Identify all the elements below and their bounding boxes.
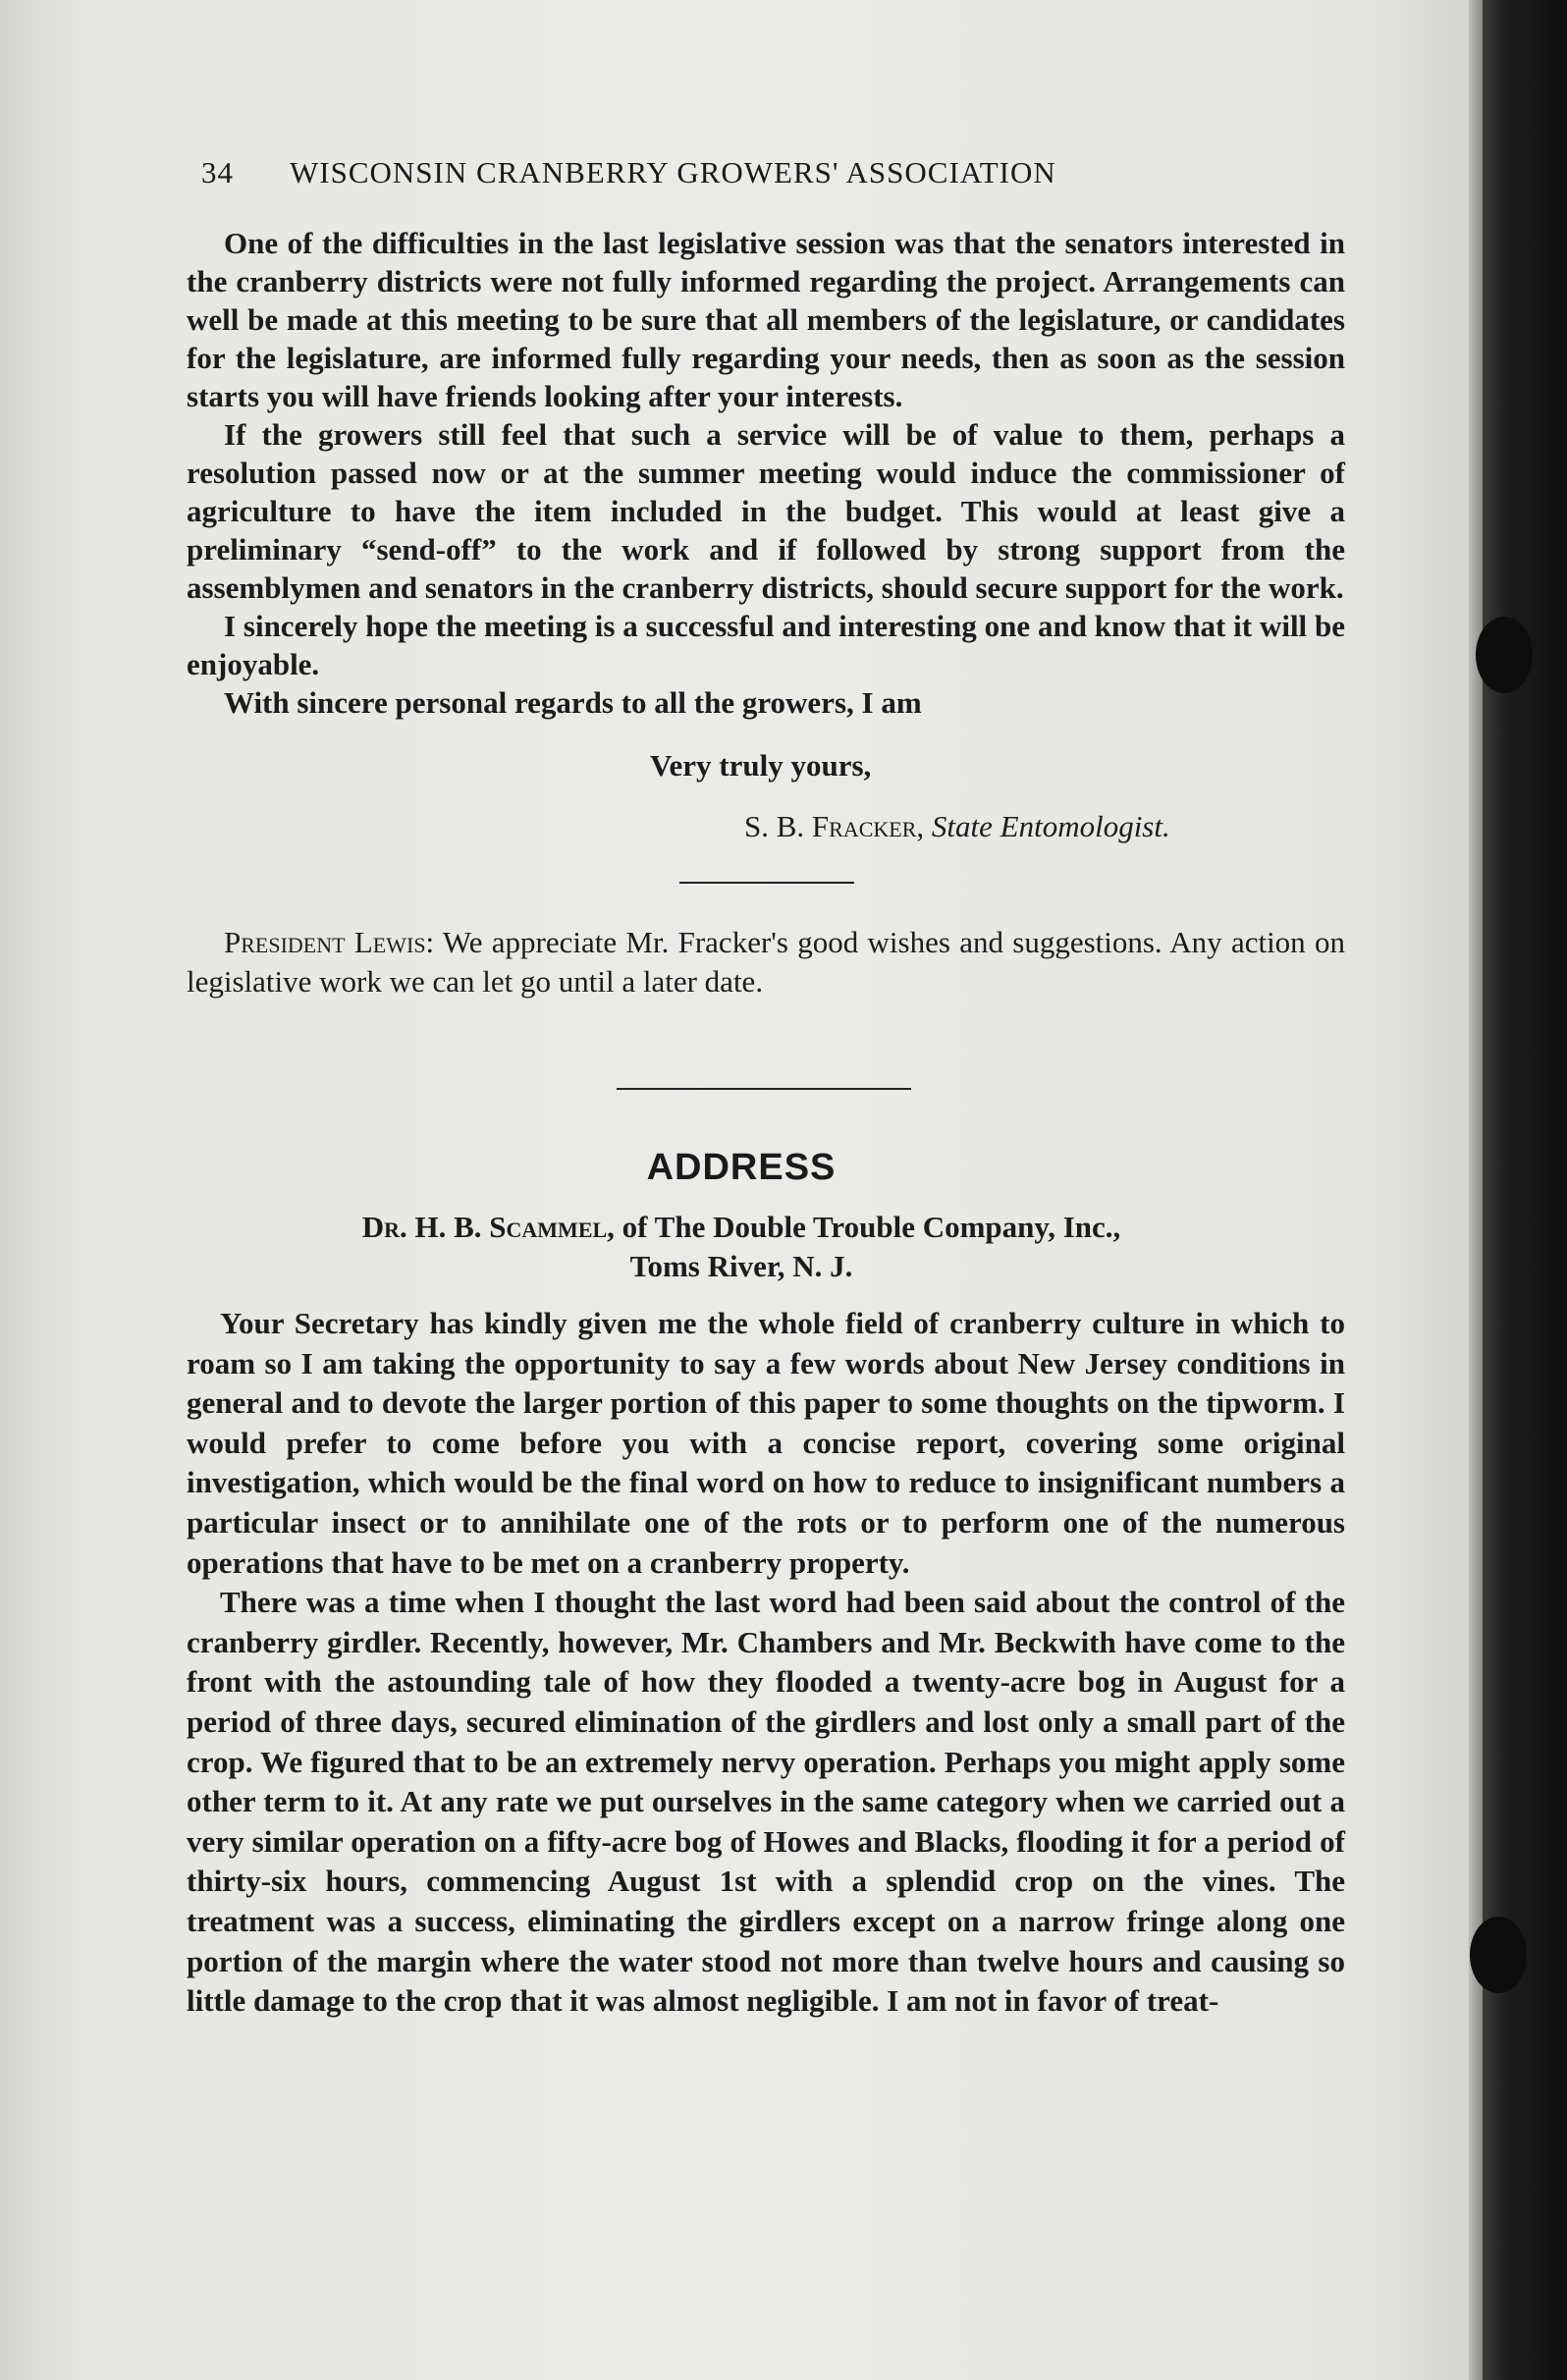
section-divider-long — [617, 1088, 911, 1090]
letter-paragraph: One of the difficulties in the last legislative session was that the senators interested in the cranberry districts were not fully informed regarding the project. Arrangements can well be made at this meeting to be sure that all members of the legislature, or candidates for the legislature, are informed fully regarding your needs, then as soon as the session starts you will have friends looking after your interests. — [187, 226, 1345, 413]
page-edge-shadow — [1469, 0, 1483, 2380]
remark-text: We appreciate Mr. Fracker's good wishes and suggestions. Any action on legislative work we can let go until a later date. — [187, 925, 1345, 999]
signature-title: State Entomologist. — [931, 809, 1170, 843]
address-paragraph: There was a time when I thought the last word had been said about the control of the cranberry girdler. Recently, however, Mr. Chambers and Mr. Beckwith have come to the front with the astounding tale of how they flooded a twenty-acre bog in August for a period of three days, secured elimination of the girdlers and lost only a small part of the crop. We figured that to be an extremely nervy operation. Perhaps you might apply some other term to it. At any rate we put ourselves in the same category when we carried out a very similar operation on a fifty-acre bog of Howes and Blacks, flooding it for a period of thirty-six hours, commencing August 1st with a splendid crop on the vines. The treatment was a success, eliminating the girdlers except on a narrow fringe along one portion of the margin where the water stood not more than twelve hours and causing so little damage to the crop that it was almost negligible. I am not in favor of treat- — [187, 1585, 1345, 2019]
address-body — [187, 1304, 1345, 2022]
letter-paragraph: With sincere personal regards to all the growers, I am — [224, 685, 922, 720]
author-organization: of The Double Trouble Company, Inc., — [621, 1210, 1121, 1244]
address-byline — [0, 1210, 1483, 1245]
binding-hole-top — [1476, 617, 1533, 693]
author-location: Toms River, N. J. — [629, 1249, 853, 1283]
president-remark — [187, 923, 1345, 1001]
binding-hole-bottom — [1470, 1917, 1527, 1993]
letter-signature — [744, 809, 1170, 844]
letter-paragraph: If the growers still feel that such a service will be of value to them, perhaps a resolution passed now or at the summer meeting would induce the commissioner of agriculture to have the item included in the budget. This would at least give a preliminary “send-off” to the work and if followed by strong support from the assemblymen and senators in the cranberry districts, should secure support for the work. — [187, 417, 1345, 605]
letter-paragraph: I sincerely hope the meeting is a successful and interesting one and know that it will be enjoyable. — [187, 609, 1345, 681]
author-name: Dr. H. B. Scammel, — [361, 1210, 615, 1244]
running-header — [201, 155, 1242, 190]
letter-closing: Very truly yours, — [650, 748, 872, 783]
running-title: WISCONSIN CRANBERRY GROWERS' ASSOCIATION — [290, 155, 1056, 189]
signature-name: S. B. Fracker, — [744, 809, 925, 843]
scanner-background — [1483, 0, 1567, 2380]
section-divider-short — [679, 882, 854, 884]
page-number: 34 — [201, 155, 234, 189]
letter-body — [187, 224, 1345, 722]
section-title: ADDRESS — [646, 1147, 837, 1188]
address-paragraph: Your Secretary has kindly given me the whole field of cranberry culture in which to roam so I am taking the opportunity to say a few words about New Jersey conditions in general and to devote the larger portion of this paper to some thoughts on the tipworm. I would prefer to come before you with a concise report, covering some original investigation, which would be the final word on how to reduce to insignificant numbers a particular insect or to annihilate one of the rots or to perform one of the numerous operations that have to be met on a cranberry property. — [187, 1306, 1345, 1580]
speaker-name: President Lewis: — [224, 925, 435, 959]
